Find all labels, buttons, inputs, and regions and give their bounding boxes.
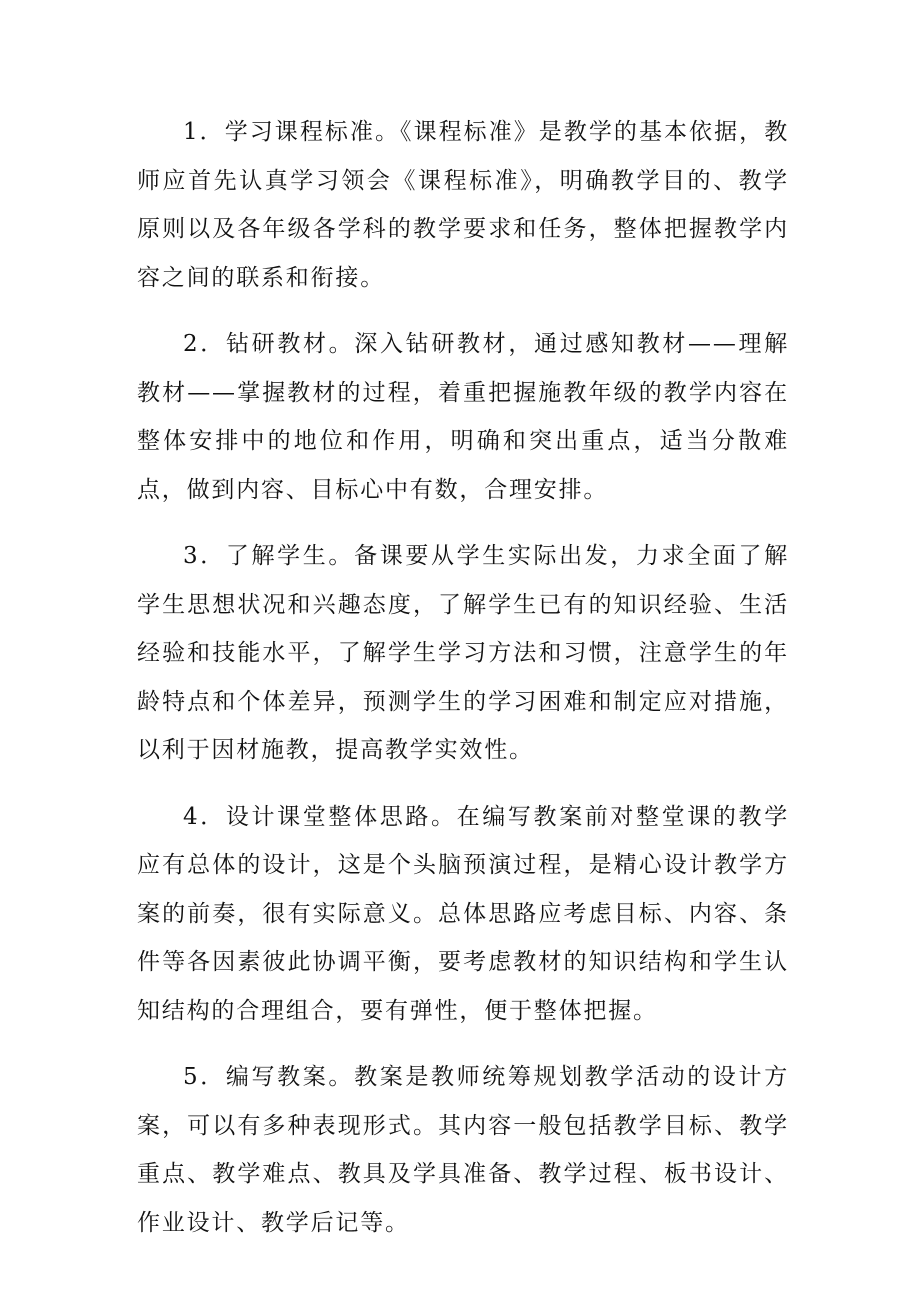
paragraph-design-lesson-approach: 4．设计课堂整体思路。在编写教案前对整堂课的教学应有总体的设计，这是个头脑预演过程，是精心设计教学方案的前奏，很有实际意义。总体思路应考虑目标、内容、条件等各因素彼此协调平衡，要考虑教材的知识结构和学生认知结构的合理组合，要有弹性，便于整体把握。 bbox=[137, 803, 789, 1024]
document-body bbox=[137, 108, 789, 1265]
paragraph-understand-students: 3．了解学生。备课要从学生实际出发，力求全面了解学生思想状况和兴趣态度，了解学生已有的知识经验、生活经验和技能水平，了解学生学习方法和习惯，注意学生的年龄特点和个体差异，预测学生的学习困难和制定应对措施，以利于因材施教，提高教学实效性。 bbox=[137, 543, 789, 763]
paragraph-study-textbooks: 2．钻研教材。深入钻研教材，通过感知教材——理解教材——掌握教材的过程，着重把握施教年级的教学内容在整体安排中的地位和作用，明确和突出重点，适当分散难点，做到内容、目标心中有数，合理安排。 bbox=[137, 331, 789, 503]
paragraph-study-curriculum-standards: 1．学习课程标准。《课程标准》是教学的基本依据，教师应首先认真学习领会《课程标准》，明确教学目的、教学原则以及各年级各学科的教学要求和任务，整体把握教学内容之间的联系和衔接。 bbox=[137, 119, 789, 291]
paragraph-write-lesson-plan: 5．编写教案。教案是教师统筹规划教学活动的设计方案，可以有多种表现形式。其内容一般包括教学目标、教学重点、教学难点、教具及学具准备、教学过程、板书设计、作业设计、教学后记等。 bbox=[137, 1064, 789, 1236]
